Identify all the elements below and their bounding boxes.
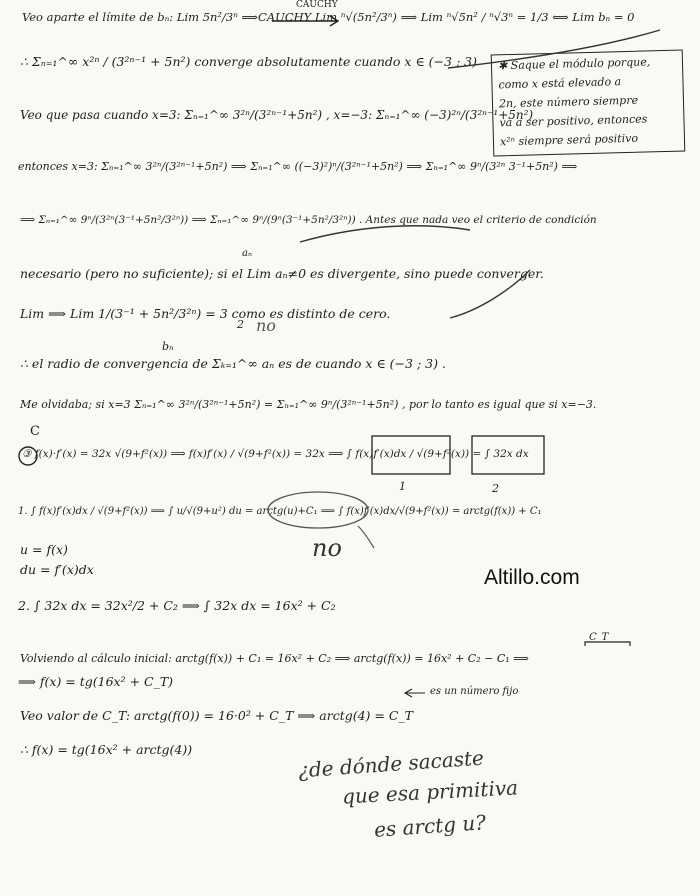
line-limit-bn: Veo aparte el límite de bₙ: Lim 5n²/3ⁿ ⟹CAUCHY Lim ⁿ√(5n²/3ⁿ) ⟹ Lim ⁿ√5n² / ⁿ√3ⁿ = 1/3 ⟺ Lim bₙ = 0 (22, 10, 635, 24)
mark-no-2: no (312, 534, 342, 562)
checkmark-curve (450, 270, 530, 318)
teacher-comment-line: ¿de dónde sacaste (297, 745, 485, 783)
teacher-comment-line: que esa primitiva (341, 775, 519, 809)
line-substitution-du: du = f′(x)dx (20, 562, 94, 577)
line-f-solution: ⟹ f(x) = tg(16x² + C_T) (18, 674, 174, 689)
label-bn: bₙ (162, 340, 174, 353)
watermark-altillo: Altillo.com (484, 566, 580, 589)
box-integral-left (372, 436, 450, 474)
note-fixed-number: es un número fijo (430, 686, 519, 697)
line-limit-an: Lim ⟹ Lim 1/(3⁻¹ + 5n²/3²ⁿ) = 3 como es distinto de cero. (20, 306, 391, 321)
cauchy-arrow (272, 16, 338, 26)
line-then-x3: entonces x=3: Σₙ₌₁^∞ 3²ⁿ/(3²ⁿ⁻¹+5n²) ⟹ Σₙ₌₁^∞ ((−3)²)ⁿ/(3²ⁿ⁻¹+5n²) ⟹ Σₙ₌₁^∞ 9ⁿ/(3²ⁿ 3⁻¹+5n²) ⟹ (18, 160, 578, 173)
mark-no-1: no (256, 316, 276, 335)
box-integral-right (472, 436, 544, 474)
line-substitution-u: u = f(x) (20, 542, 68, 557)
label-cauchy: CAUCHY (296, 0, 338, 10)
ct-bracket (585, 642, 630, 646)
note-box-line: x²ⁿ siempre será positivo (499, 131, 639, 149)
line-final-answer: ∴ f(x) = tg(16x² + arctg(4)) (20, 742, 193, 757)
line-radius: ∴ el radio de convergencia de Σₖ₌₁^∞ aₙ es de cuando x ∈ (−3 ; 3) . (20, 356, 446, 371)
circled-arctg (268, 492, 368, 528)
circled-three (19, 447, 37, 465)
note-box-line: va a ser positivo, entonces (499, 112, 648, 130)
line-value-ct: Veo valor de C_T: arctg(f(0)) = 16·0² + C_T ⟹ arctg(4) = C_T (20, 708, 413, 723)
divider-mark (358, 526, 374, 548)
teacher-comment-line: es arctg u? (373, 810, 487, 842)
note-box-line: como x está elevado a (498, 75, 622, 92)
line-necessary-cond: necesario (pero no suficiente); si el Lim aₙ≠0 es divergente, sino puede converger. (20, 266, 544, 281)
line-simplify: ⟹ Σₙ₌₁^∞ 9ⁿ/(3²ⁿ(3⁻¹+5n²/3²ⁿ)) ⟹ Σₙ₌₁^∞ 9ⁿ/(9ⁿ(3⁻¹+5n²/3²ⁿ)) . Antes que nada veo el criterio de condición (20, 214, 597, 226)
line-back-to-initial: Volviendo al cálculo inicial: arctg(f(x)) + C₁ = 16x² + C₂ ⟹ arctg(f(x)) = 16x² + C₂ − C₁ ⟹ (20, 652, 529, 665)
circled-2: 2 (237, 318, 244, 331)
mark-c: C (30, 424, 40, 439)
label-an: aₙ (242, 248, 253, 259)
connector-curve (448, 30, 660, 68)
line-integral-2: 2. ∫ 32x dx = 32x²/2 + C₂ ⟹ ∫ 32x dx = 16x² + C₂ (18, 598, 336, 613)
line-converge-abs: ∴ Σₙ₌₁^∞ x²ⁿ / (3²ⁿ⁻¹ + 5n²) converge absolutamente cuando x ∈ (−3 ; 3) (20, 54, 477, 69)
note-box-line: ✱ Saque el módulo porque, (497, 55, 651, 73)
note-arrow (405, 689, 425, 697)
strike-line (300, 226, 470, 242)
label-1: 1 (399, 480, 406, 493)
line-check-x3: Veo que pasa cuando x=3: Σₙ₌₁^∞ 3²ⁿ/(3²ⁿ⁻¹+5n²) , x=−3: Σₙ₌₁^∞ (−3)²ⁿ/(3²ⁿ⁻¹+5n²) (20, 108, 534, 122)
line-exercise-3: ③ f(x)·f′(x) = 32x √(9+f²(x)) ⟹ f(x)f′(x) / √(9+f²(x)) = 32x ⟹ ∫ f(x)f′(x)dx / √(9+f²(x)) = ∫ 32x dx (22, 448, 529, 460)
line-forgot: Me olvidaba; si x=3 Σₙ₌₁^∞ 3²ⁿ/(3²ⁿ⁻¹+5n²) = Σₙ₌₁^∞ 9ⁿ/(3²ⁿ⁻¹+5n²) , por lo tanto es igual que si x=−3. (20, 398, 597, 411)
label-ct-top: C_T (589, 632, 609, 643)
label-2: 2 (492, 482, 499, 495)
note-box-line: 2n, este número siempre (498, 93, 639, 111)
line-integral-1: 1. ∫ f(x)f′(x)dx / √(9+f²(x)) ⟹ ∫ u/√(9+u²) du = arctg(u)+C₁ ⟹ ∫ f(x)f′(x)dx/√(9+f²(x)) = arctg(f(x)) + C₁ (18, 506, 542, 517)
